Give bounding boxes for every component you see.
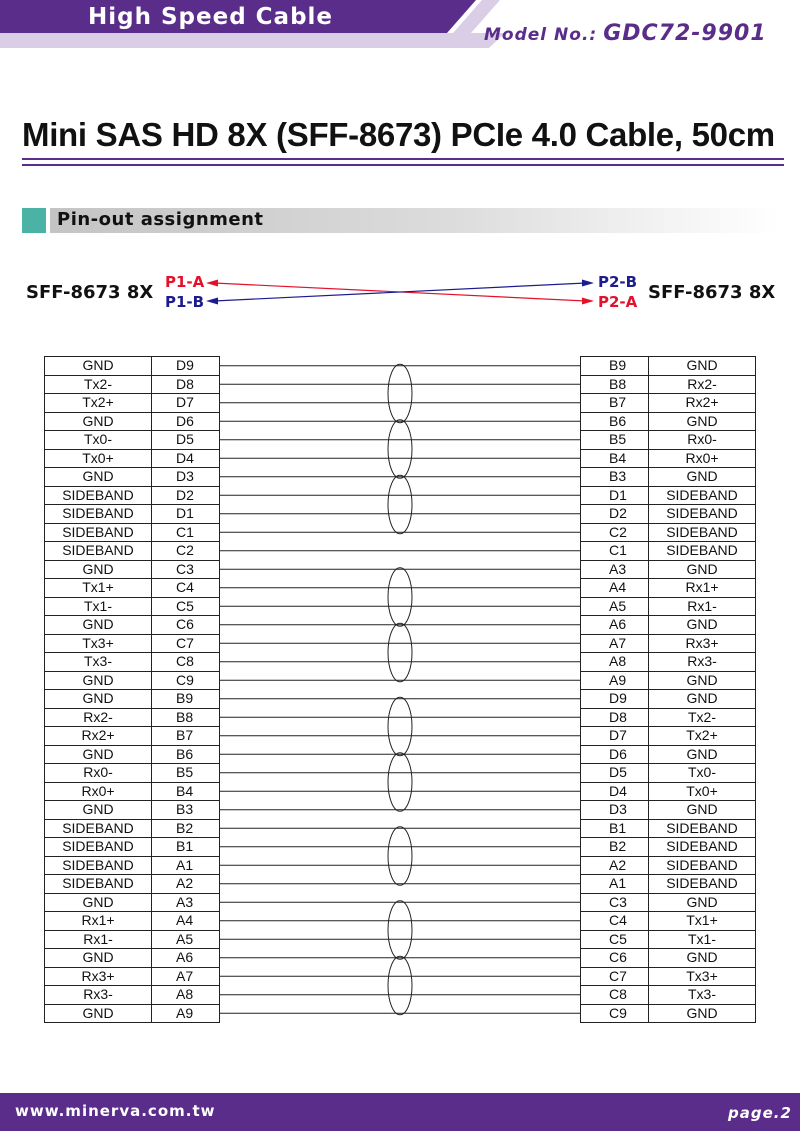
signal-cell: SIDEBAND (649, 505, 756, 524)
pin-cell: C2 (152, 542, 220, 561)
signal-cell: SIDEBAND (45, 486, 152, 505)
pin-cell: C4 (581, 912, 649, 931)
signal-cell: SIDEBAND (45, 523, 152, 542)
signal-cell: Rx2- (649, 375, 756, 394)
pin-cell: D9 (581, 690, 649, 709)
signal-cell: GND (649, 357, 756, 376)
signal-cell: GND (45, 560, 152, 579)
signal-cell: SIDEBAND (649, 838, 756, 857)
signal-cell: GND (649, 412, 756, 431)
signal-cell: SIDEBAND (649, 486, 756, 505)
signal-cell: Tx3+ (649, 967, 756, 986)
signal-cell: GND (649, 949, 756, 968)
pin-cell: C7 (152, 634, 220, 653)
footer-url: www.minerva.com.tw (15, 1102, 216, 1120)
pin-cell: B1 (152, 838, 220, 857)
pin-cell: D5 (152, 431, 220, 450)
signal-cell: Rx2- (45, 708, 152, 727)
pin-cell: A3 (152, 893, 220, 912)
signal-cell: GND (649, 690, 756, 709)
pin-cell: D3 (152, 468, 220, 487)
signal-cell: GND (649, 745, 756, 764)
shield-ellipse (388, 956, 412, 1015)
pin-cell: B3 (152, 801, 220, 820)
blue-arrow-right (582, 280, 594, 287)
pin-cell: D8 (581, 708, 649, 727)
pin-cell: A1 (581, 875, 649, 894)
signal-cell: SIDEBAND (45, 542, 152, 561)
pin-cell: B3 (581, 468, 649, 487)
page-title: Mini SAS HD 8X (SFF-8673) PCIe 4.0 Cable, 50cm (22, 116, 775, 153)
pin-cell: A7 (152, 967, 220, 986)
signal-cell: Rx3- (649, 653, 756, 672)
left-connector-name: SFF-8673 8X (26, 282, 154, 303)
signal-cell: SIDEBAND (45, 838, 152, 857)
blue-arrow-left (206, 298, 218, 305)
signal-cell: Tx2+ (45, 394, 152, 413)
pin-cell: A4 (152, 912, 220, 931)
pin-cell: B2 (152, 819, 220, 838)
signal-cell: Rx1- (649, 597, 756, 616)
pin-cell: D2 (581, 505, 649, 524)
pin-cell: B5 (152, 764, 220, 783)
pin-cell: B5 (581, 431, 649, 450)
signal-cell: GND (45, 801, 152, 820)
section-title: Pin-out assignment (57, 209, 264, 230)
pin-cell: B9 (152, 690, 220, 709)
pin-cell: C8 (152, 653, 220, 672)
pin-cell: A2 (581, 856, 649, 875)
pin-cell: A4 (581, 579, 649, 598)
signal-cell: SIDEBAND (45, 875, 152, 894)
pin-cell: A1 (152, 856, 220, 875)
pin-cell: A7 (581, 634, 649, 653)
signal-cell: GND (649, 1004, 756, 1023)
signal-cell: GND (45, 893, 152, 912)
pin-cell: B9 (581, 357, 649, 376)
shield-ellipse (388, 364, 412, 423)
pin-cell: A8 (581, 653, 649, 672)
signal-cell: SIDEBAND (45, 819, 152, 838)
shield-ellipse (388, 753, 412, 812)
signal-cell: Rx0- (45, 764, 152, 783)
pin-cell: D1 (152, 505, 220, 524)
model-label: Model No.: (484, 25, 598, 45)
signal-cell: SIDEBAND (649, 542, 756, 561)
pin-cell: C1 (152, 523, 220, 542)
pin-cell: D3 (581, 801, 649, 820)
pin-cell: A2 (152, 875, 220, 894)
signal-cell: Tx0+ (45, 449, 152, 468)
title-rule-top (22, 158, 784, 160)
shield-ellipse (388, 827, 412, 886)
shield-ellipse (388, 568, 412, 627)
shield-ellipse (388, 623, 412, 682)
pin-cell: A5 (581, 597, 649, 616)
shield-ellipse (388, 420, 412, 479)
signal-cell: Tx1- (45, 597, 152, 616)
signal-cell: Rx0+ (649, 449, 756, 468)
pin-cell: C5 (581, 930, 649, 949)
pin-cell: C4 (152, 579, 220, 598)
pin-cell: D6 (581, 745, 649, 764)
signal-cell: SIDEBAND (649, 523, 756, 542)
signal-cell: GND (45, 1004, 152, 1023)
signal-cell: Rx3+ (45, 967, 152, 986)
shield-ellipse (388, 901, 412, 960)
pin-cell: A5 (152, 930, 220, 949)
pin-cell: B6 (581, 412, 649, 431)
signal-cell: Rx3- (45, 986, 152, 1005)
pin-cell: D7 (152, 394, 220, 413)
pin-cell: C9 (152, 671, 220, 690)
pin-cell: D8 (152, 375, 220, 394)
signal-cell: Tx1+ (45, 579, 152, 598)
signal-cell: SIDEBAND (45, 856, 152, 875)
pin-cell: D4 (581, 782, 649, 801)
pin-cell: C7 (581, 967, 649, 986)
signal-cell: GND (649, 801, 756, 820)
right-connector-name: SFF-8673 8X (648, 282, 776, 303)
signal-cell: SIDEBAND (649, 875, 756, 894)
signal-cell: GND (45, 412, 152, 431)
pin-cell: A6 (152, 949, 220, 968)
pin-cell: D4 (152, 449, 220, 468)
signal-cell: SIDEBAND (649, 856, 756, 875)
signal-cell: Rx1- (45, 930, 152, 949)
pin-cell: C2 (581, 523, 649, 542)
title-rule-bottom (22, 164, 784, 166)
label-p1b: P1-B (165, 293, 205, 311)
signal-cell: Rx0- (649, 431, 756, 450)
pin-cell: B7 (581, 394, 649, 413)
signal-cell: Rx2+ (649, 394, 756, 413)
pin-cell: C5 (152, 597, 220, 616)
label-p2b: P2-B (598, 273, 638, 291)
pin-cell: B1 (581, 819, 649, 838)
signal-cell: Tx3+ (45, 634, 152, 653)
pin-cell: B2 (581, 838, 649, 857)
label-p1a: P1-A (165, 273, 205, 291)
signal-cell: GND (45, 671, 152, 690)
signal-cell: Tx1- (649, 930, 756, 949)
signal-cell: GND (649, 671, 756, 690)
pin-cell: B8 (152, 708, 220, 727)
pin-cell: A8 (152, 986, 220, 1005)
signal-cell: Tx1+ (649, 912, 756, 931)
pin-cell: B4 (152, 782, 220, 801)
red-arrow-left (206, 280, 218, 287)
pin-cell: C1 (581, 542, 649, 561)
pin-cell: D1 (581, 486, 649, 505)
signal-cell: Tx3- (649, 986, 756, 1005)
signal-cell: Rx1+ (649, 579, 756, 598)
pin-cell: A9 (581, 671, 649, 690)
signal-cell: GND (45, 468, 152, 487)
signal-cell: GND (649, 468, 756, 487)
wire-diagram (0, 340, 800, 1040)
pin-cell: C9 (581, 1004, 649, 1023)
signal-cell: Rx2+ (45, 727, 152, 746)
pin-cell: A9 (152, 1004, 220, 1023)
signal-cell: Tx3- (45, 653, 152, 672)
pin-cell: B8 (581, 375, 649, 394)
crossover-legend (0, 260, 800, 320)
signal-cell: GND (45, 357, 152, 376)
pin-cell: D9 (152, 357, 220, 376)
shield-ellipse (388, 697, 412, 756)
signal-cell: GND (649, 560, 756, 579)
pin-cell: D2 (152, 486, 220, 505)
pin-cell: C3 (152, 560, 220, 579)
pin-cell: A3 (581, 560, 649, 579)
signal-cell: SIDEBAND (45, 505, 152, 524)
signal-cell: Tx0- (45, 431, 152, 450)
red-arrow-right (582, 298, 594, 305)
pin-cell: D6 (152, 412, 220, 431)
model-value: GDC72-9901 (603, 21, 767, 46)
signal-cell: GND (45, 949, 152, 968)
signal-cell: GND (45, 616, 152, 635)
signal-cell: GND (45, 745, 152, 764)
model-number (484, 21, 767, 46)
signal-cell: Rx0+ (45, 782, 152, 801)
page-number: page.2 (728, 1104, 792, 1122)
signal-cell: Tx2+ (649, 727, 756, 746)
signal-cell: Tx0+ (649, 782, 756, 801)
shield-ellipse (388, 475, 412, 534)
signal-cell: Tx2- (649, 708, 756, 727)
pin-cell: D5 (581, 764, 649, 783)
pin-cell: C6 (581, 949, 649, 968)
signal-cell: GND (649, 616, 756, 635)
pin-cell: A6 (581, 616, 649, 635)
pin-cell: C3 (581, 893, 649, 912)
signal-cell: GND (45, 690, 152, 709)
label-p2a: P2-A (598, 293, 638, 311)
header-title: High Speed Cable (88, 4, 334, 30)
signal-cell: Rx1+ (45, 912, 152, 931)
pin-cell: D7 (581, 727, 649, 746)
pin-cell: B7 (152, 727, 220, 746)
signal-cell: Rx3+ (649, 634, 756, 653)
pin-cell: B4 (581, 449, 649, 468)
pin-cell: C8 (581, 986, 649, 1005)
signal-cell: SIDEBAND (649, 819, 756, 838)
pin-cell: C6 (152, 616, 220, 635)
section-marker (22, 208, 46, 233)
signal-cell: GND (649, 893, 756, 912)
pin-cell: B6 (152, 745, 220, 764)
signal-cell: Tx0- (649, 764, 756, 783)
signal-cell: Tx2- (45, 375, 152, 394)
